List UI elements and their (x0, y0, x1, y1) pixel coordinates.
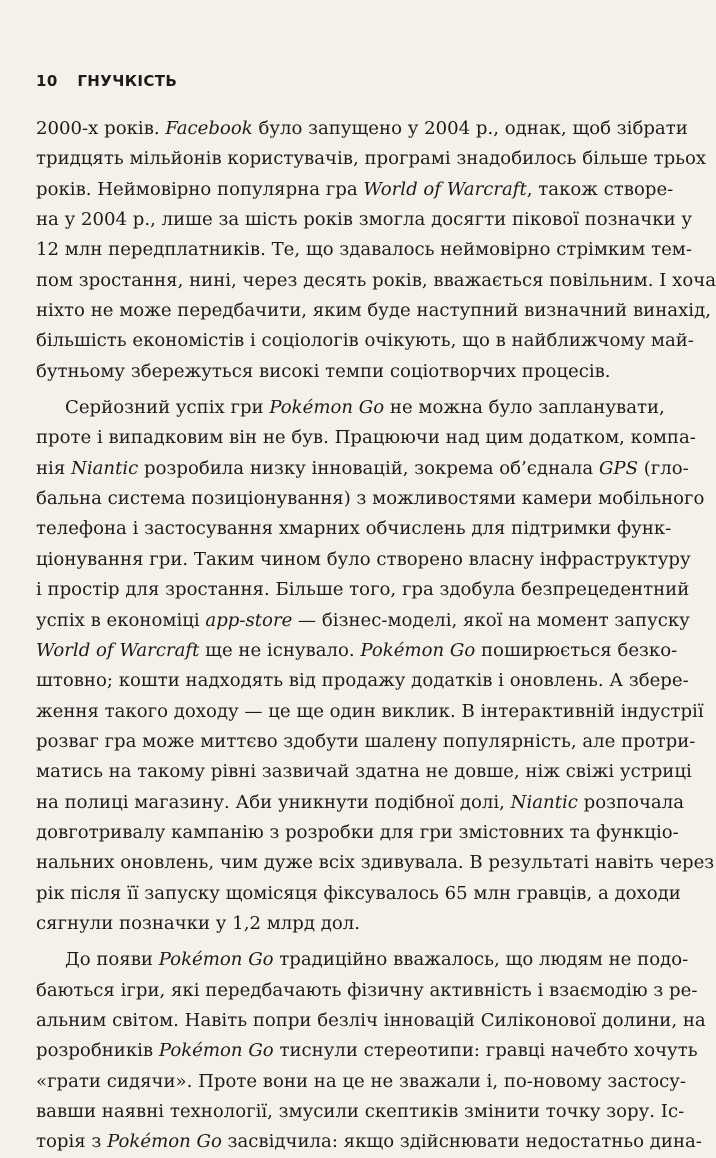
text-line: на полиці магазину. Аби уникнути подібної долі, Niantic розпочала (36, 791, 684, 813)
text-line: ження такого доходу — це ще один виклик. В інтерактивній індустрії (36, 700, 704, 722)
text-line: проте і випадковим він не був. Працюючи над цим додатком, компа- (36, 427, 696, 449)
paragraph (36, 114, 716, 387)
text-line: бутньому збережуться високі темпи соціотворчих процесів. (36, 360, 611, 382)
text-line: вавши наявні технології, змусили скептиків змінити точку зору. Іс- (36, 1101, 685, 1122)
text-line: років. Неймовірно популярна гра World of Warcraft, також створе- (36, 178, 674, 200)
text-line: торія з Pokémon Go засвідчила: якщо здійснювати недостатньо дина- (36, 1131, 702, 1153)
text-line: тридцять мільйонів користувачів, програмі знадобилось більше трьох (36, 148, 707, 170)
text-line: нальних оновлень, чим дуже всіх здивувала. В результаті навіть через (36, 852, 715, 874)
text-line: довготривалу кампанію з розробки для гри змістовних та функціо- (36, 821, 679, 843)
text-line: World of Warcraft ще не існувало. Pokémon Go поширюється безко- (36, 639, 678, 661)
text-line: 2000-х років. Facebook було запущено у 2004 р., однак, щоб зібрати (36, 118, 688, 139)
text-line: успіх в економіці app-store — бізнес-моделі, якої на момент запуску (36, 609, 690, 631)
text-line: ніхто не може передбачити, яким буде наступний визначний винахід, (36, 300, 711, 322)
paragraph (36, 945, 706, 1157)
running-header (36, 72, 177, 90)
text-line: більшість економістів і соціологів очікують, що в найближчому май- (36, 330, 694, 352)
text-line: баються ігри, які передбачають фізичну активність і взаємодію з ре- (36, 979, 698, 1001)
text-line: на у 2004 р., лише за шість років змогла досягти пікової позначки у (36, 209, 693, 231)
paragraph (36, 393, 715, 939)
text-line: телефона і застосування хмарних обчислень для підтримки функ- (36, 518, 672, 540)
text-line: і простір для зростання. Більше того, гра здобула безпрецедентний (36, 579, 690, 601)
text-line: нія Niantic розробила низку інновацій, зокрема об’єднала GPS (гло- (36, 457, 689, 479)
text-line: 12 млн передплатників. Те, що здавалось неймовірно стрімким тем- (36, 239, 692, 261)
text-line: ціонування гри. Таким чином було створено власну інфраструктуру (36, 548, 691, 570)
text-line: сягнули позначки у 1,2 млрд дол. (36, 912, 361, 934)
text-line: До появи Pokémon Go традиційно вважалось, що людям не подо- (65, 949, 689, 971)
text-line: рік після її запуску щомісяця фіксувалось 65 млн гравців, а доходи (36, 882, 681, 904)
text-line: бальна система позиціонування) з можливостями камери мобільного (36, 488, 705, 510)
text-line: розробників Pokémon Go тиснули стереотипи: гравці начебто хочуть (36, 1040, 698, 1062)
text-line: матись на такому рівні зазвичай здатна не довше, ніж свіжі устриці (36, 761, 692, 783)
chapter-title: ГНУЧКІСТЬ (77, 72, 178, 90)
text-line: Серйозний успіх гри Pokémon Go не можна було запланувати, (65, 397, 665, 419)
text-line: пом зростання, нині, через десять років, вважається повільним. І хоча (36, 269, 716, 291)
text-line: розваг гра може миттєво здобути шалену популярність, але протри- (36, 730, 696, 752)
text-line: «грати сидячи». Проте вони на це не зважали і, по-новому застосу- (36, 1070, 686, 1092)
text-line: альним світом. Навіть попри безліч інновацій Силіконової долини, на (36, 1009, 706, 1031)
page-number: 10 (36, 72, 58, 90)
body-text (36, 114, 716, 1158)
text-line: штовно; кошти надходять від продажу додатків і оновлень. А збере- (36, 670, 689, 692)
